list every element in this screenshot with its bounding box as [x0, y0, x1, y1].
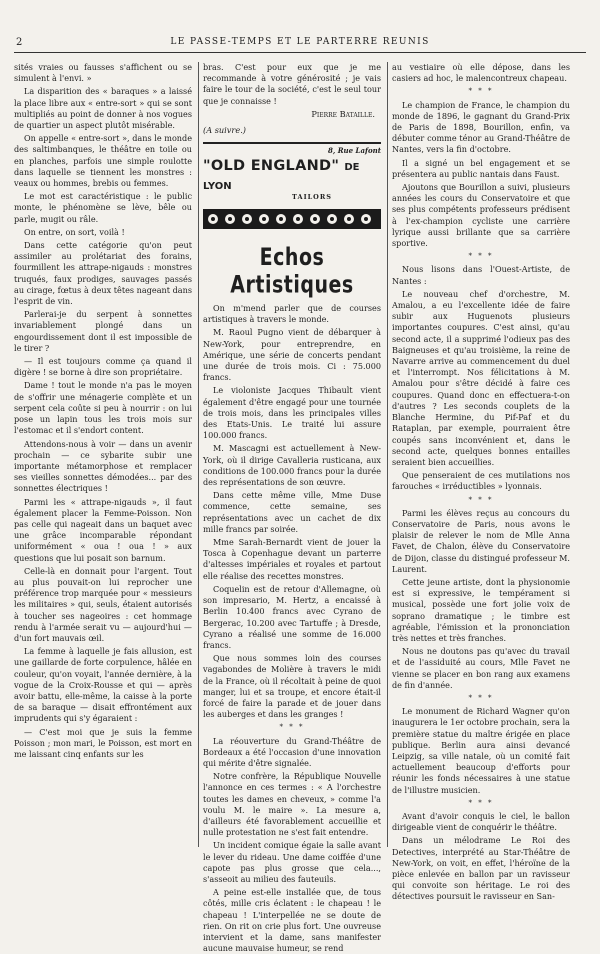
page-number: 2 [16, 37, 24, 48]
ad-address: 8, Rue Lafont [327, 146, 381, 156]
column-rule [387, 62, 388, 847]
paragraph: Avant d'avoir conquis le ciel, le ballon dirigeable vient de conquérir le théâtre. [392, 811, 570, 833]
paragraph: Ajoutons que Bourillon a suivi, plusieurs années les cours du Conservatoire et que ses plus compétents professeurs prédisent à l'ex-champion cycliste une carrière lyrique aussi brillante que sa carrière sportive. [392, 182, 570, 249]
column-rule [198, 62, 199, 847]
paragraph: Dame ! tout le monde n'a pas le moyen de s'offrir une ménagerie complète et un serpent cela coûte si peu à nourrir : on lui pose un lapin tous les trois mois sur l'estomac et il s'endort content. [14, 380, 192, 436]
paragraph: Le violoniste Jacques Thibault vient également d'être engagé pour une tournée de trois mois, dans les principales villes des Etats-Unis. Le traité lui assure 100.000 francs. [203, 385, 381, 441]
separator-stars: * * * [468, 495, 494, 504]
column-3 [392, 62, 570, 902]
ad-subtitle: TAILORS [292, 193, 332, 202]
paragraph: Coquelin est de retour d'Allemagne, où son impresario, M. Hertz, a encaissé à Berlin 10.400 francs avec Cyrano de Bergerac, 10.200 avec Tartuffe ; à Dresde, Cyrano a réalisé une somme de 16.000 francs. [203, 583, 381, 650]
separator-stars: * * * [468, 798, 494, 807]
paragraph: Le champion de France, le champion du monde de 1896, le gagnant du Grand-Prix de Paris de 1898, Bourillon, enfin, va débuter comme ténor au Grand-Théâtre de Nantes, vers la fin d'octobre. [392, 99, 570, 155]
paragraph: A peine est-elle installée que, de tous côtés, mille cris éclatent : le chapeau ! le chapeau ! L'interpellée ne se doute de rien. On rit on crie plus fort. Une ouvreuse intervient et la dame, sans manifester aucune mauvaise humeur, se rend [203, 887, 381, 954]
paragraph: Dans cette même ville, Mme Duse commence, cette semaine, ses représentations avec un cachet de dix mille francs par soirée. [203, 490, 381, 534]
journal-title: LE PASSE-TEMPS ET LE PARTERRE REUNIS [170, 37, 430, 47]
column-2 [203, 62, 381, 954]
paragraph: bras. C'est pour eux que je me recommande à votre générosité ; je vais faire le tour de la société, c'est le seul tour que je connaisse ! [203, 62, 381, 106]
ad-city: DE LYON [203, 162, 360, 193]
paragraph: Nous ne doutons pas qu'avec du travail et de l'assiduité au cours, Mlle Favet ne vienne se placer en bon rang aux examens de fin d'année. [392, 646, 570, 690]
author-signature: Pierre Bataille. [311, 108, 375, 119]
paragraph: La femme à laquelle je fais allusion, est une gaillarde de forte corpulence, hâlée en couleur, qu'on voyait, l'année dernière, à la vogue de la Croix-Rousse et qui — après avoir battu, elle-même, la caisse à la porte de sa baraque — disait effrontément aux imprudents qui s'y égaraient : [14, 646, 192, 724]
paragraph: On entre, on sort, voilà ! [24, 226, 125, 237]
paragraph: La disparition des « baraques » a laissé la place libre aux « entre-sort » qui se sont multipliés au point de donner à nos vogues de quartier un aspect plutôt misérable. [14, 86, 192, 131]
paragraph: Attendons-nous à voir — dans un avenir prochain — ce sybarite subir une importante métamorphose et remplacer ses vieilles sonnettes démodées... par des sonnettes électriques ! [14, 438, 192, 494]
paragraph: Le nouveau chef d'orchestre, M. Amalou, a eu l'excellente idée de faire subir aux Huguenots plusieurs importantes coupures. C'est ainsi, qu'au second acte, il a supprimé l'odieux pas des Baigneuses et qu'au troisième, la reine de Navarre arrive au commencement du duel et l'interrompt. Nos félicitations à M. Amalou pour s'être décidé à faire ces coupures. Quand donc en effectuera-t-on d'autres ? Les seconds couplets de la Blanche Hermine, du Pif-Paf et du Rataplan, par exemple, pourraient être coupés sans inconvénient et, dans le second acte, quelques bonnes entailles seraient bien accueillies. [392, 288, 570, 467]
paragraph: Que penseraient de ces mutilations nos farouches « irréductibles » lyonnais. [392, 470, 570, 492]
ornament-border [203, 209, 381, 229]
paragraph: Nous lisons dans l'Ouest-Artiste, de Nantes : [392, 264, 570, 286]
column-1 [14, 62, 192, 847]
paragraph: On m'mend parler que de courses artistiques à travers le monde. [203, 303, 381, 325]
separator-stars: * * * [468, 87, 494, 96]
paragraph: au vestiaire où elle dépose, dans les casiers ad hoc, le malencontreux chapeau. [392, 62, 570, 84]
paragraph: Le mot est caractéristique : le public monte, le phénomène se lève, bêle ou parle, mugit ou râle. [14, 191, 192, 224]
paragraph: Il a signé un bel engagement et se présentera au public nantais dans Faust. [392, 157, 570, 179]
ad-brand: "OLD ENGLAND" [203, 158, 340, 175]
paragraph: Celle-là en donnait pour l'argent. Tout au plus pouvait-on lui reprocher une préférence trop marquée pour « messieurs les militaires » qui, seuls, étaient autorisés à toucher ses nageoires : cet hommage rendu à l'armée serait vu — aujourd'hui — d'un fort mauvais œil. [14, 565, 192, 643]
paragraph: M. Mascagni est actuellement à New-York, où il dirige Cavalleria rusticana, aux conditions de 100.000 francs pour la durée des représentations de son œuvre. [203, 443, 381, 488]
paragraph: On appelle « entre-sort », dans le monde des saltimbanques, le théâtre en toile ou en planches, parfois une simple roulotte dans laquelle se tiennent les monstres : veaux ou hommes, brebis ou femmes. [14, 133, 192, 189]
paragraph: — Il est toujours comme ça quand il digère ! se borne à dire son propriétaire. [14, 356, 192, 378]
paragraph: Dans un mélodrame Le Roi des Detectives, interprété au Star-Théâtre de New-York, on voit, en effet, l'héroïne de la pièce enlevée en ballon par un ravisseur qui convoite son héritage. Le roi des détectives poursuit le ravisseur en San- [392, 835, 570, 902]
paragraph: — C'est moi que je suis la femme Poisson ; mon mari, le Poisson, est mort en me laissant cinq enfants sur les [14, 726, 192, 759]
paragraph: Mme Sarah-Bernardt vient de jouer la Tosca à Copenhague devant un parterre d'altesses impériales et royales et partout elle réalise des recettes monstres. [203, 537, 381, 581]
paragraph: Le monument de Richard Wagner qu'on inaugurera le 1er octobre prochain, sera la première statue du maître érigée en place publique. Berlin aura ainsi devancé Leipzig, sa ville natale, où un comité fait actuellement beaucoup d'efforts pour réunir les fonds nécessaires à une statue de l'illustre musicien. [392, 706, 570, 795]
paragraph: sités vraies ou fausses s'affichent ou se simulent à l'envi. » [14, 62, 192, 84]
paragraph: Dans cette catégorie qu'on peut assimiler au prolétariat des forains, fourmillent les attrape-nigauds : monstres truqués, faux prodiges, sauvages passés au cirage, fœtus à deux têtes nageant dans l'esprit de vin. [14, 240, 192, 307]
page-header [14, 34, 586, 53]
to-follow-note: (A suivre.) [203, 124, 246, 135]
separator-stars: * * * [468, 252, 494, 261]
paragraph: Que nous sommes loin des courses vagabondes de Molière à travers le midi de la France, où il récoltait à peine de quoi manger, lui et sa troupe, et encore était-il forcé de faire la parade et de jouer dans les auberges et dans les granges ! [203, 653, 381, 720]
section-title: Echos Artistiques [230, 243, 354, 299]
paragraph: M. Raoul Pugno vient de débarquer à New-York, pour entreprendre, en Amérique, une série de concerts pendant une durée de trois mois. Ci : 75.000 francs. [203, 327, 381, 383]
paragraph: Parmi les élèves reçus au concours du Conservatoire de Paris, nous avons le plaisir de relever le nom de Mlle Anna Favet, de Chalon, élève du Conservatoire de Dijon, classe du distingué professeur M. Laurent. [392, 507, 570, 574]
paragraph: Cette jeune artiste, dont la physionomie est si expressive, le tempérament si musical, possède une fort jolie voix de soprano dramatique ; le timbre est agréable, l'émission et la prononciation très nettes et très franches. [392, 576, 570, 643]
advertisement [203, 142, 381, 201]
columns [14, 62, 586, 954]
paragraph: Parmi les « attrape-nigauds », il faut également placer la Femme-Poisson. Non pas celle qui nageait dans un baquet avec une grâce incomparable répondant uniformément « oua ! oua ! » aux questions que lui posait son barnum. [14, 496, 192, 563]
paragraph: Un incident comique égaie la salle avant le lever du rideau. Une dame coiffée d'une capote pas plus grosse que cela..., s'asseoit au milieu des fauteuils. [203, 840, 381, 884]
separator-stars: * * * [468, 693, 494, 702]
paragraph: Notre confrère, la République Nouvelle l'annonce en ces termes : « A l'orchestre toutes les dames en cheveux, » comme l'a voulu M. le maire ». La mesure a, d'ailleurs été favorablement accueillie et nulle protestation ne s'est fait entendre. [203, 771, 381, 838]
paragraph: La réouverture du Grand-Théâtre de Bordeaux a été l'occasion d'une innovation qui mérite d'être signalée. [203, 735, 381, 768]
paragraph: Parlerai-je du serpent à sonnettes invariablement plongé dans un engourdissement dont il est impossible de le tirer ? [14, 309, 192, 353]
separator-stars: * * * [279, 723, 305, 732]
